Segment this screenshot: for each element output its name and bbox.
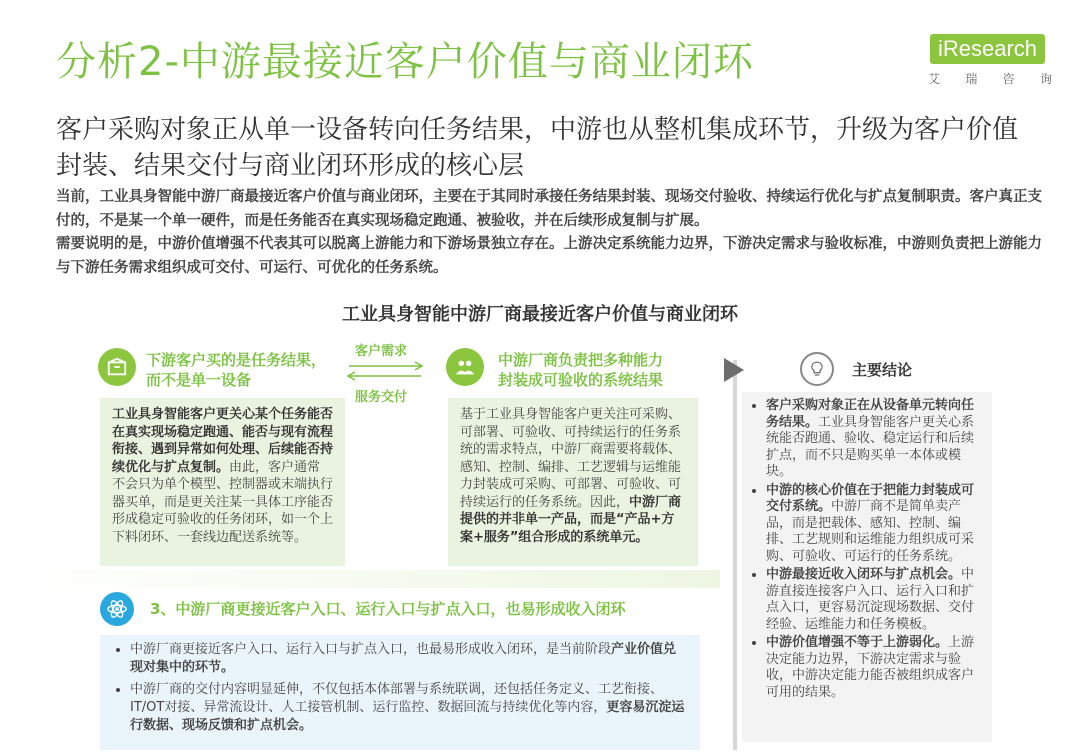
section3-heading: 3、中游厂商更接近客户入口、运行入口与扩点入口，也易形成收入闭环 [150,600,626,618]
left-heading [146,350,326,390]
intro-text [56,186,1046,280]
logo-wordmark [930,34,1045,64]
left-heading-line: 而不是单一设备 [146,371,252,389]
section-divider [0,570,720,588]
lightbulb-icon [800,352,834,386]
left-heading-line: 下游客户买的是任务结果， [146,351,327,369]
list-item [766,483,982,566]
list-item-text: 中游直接连接客户入口、运行入口和扩点入口，更容易沉淀现场数据、交付经验、运维能力和任务模板。 [766,567,975,632]
list-item-bold: 中游价值增强不等于上游弱化。 [766,635,949,650]
middle-panel-text: 基于工业具身智能客户更关注可采购、可部署、可验收、可持续运行的任务系统的需求特点，中游厂商需要将载体、感知、控制、编排、工艺逻辑与运维能力封装成可采购、可部署、可验收、可持续运行的任务系统。因此， [460,407,682,510]
list-item-text: 上游决定能力边界，下游决定需求与验收，中游决定能力能否被组织成客户可用的结果。 [766,635,975,700]
intro-paragraph: 当前，工业具身智能中游厂商最接近客户价值与商业闭环，主要在于其同时承接任务结果封装、现场交付验收、持续运行优化与扩点复制职责。客户真正支付的，不是某一个单一硬件，而是任务能否在真实现场稳定跑通、被验收，并在后续形成复制与扩展。 [56,189,1042,229]
logo-sub-char: 艾 [928,72,941,86]
arrow-label-delivery: 服务交付 [355,390,408,405]
arrow-label-demand: 客户需求 [355,344,408,359]
list-item-bold: 中游的核心价值在于把能力封装成可交付系统。 [766,482,975,514]
list-item-text: 中游厂商不是简单卖产品，而是把载体、感知、控制、编排、工艺规则和运维能力组织成可采购、可验收、可运行的任务系统。 [766,499,975,564]
vertical-divider [733,360,737,750]
intro-paragraph: 需要说明的是，中游价值增强不代表其可以脱离上游能力和下游场景独立存在。上游决定系统能力边界，下游决定需求与验收标准，中游则负责把上游能力与下游任务需求组织成可交付、可运行、可优化的任务系统。 [56,236,1042,276]
list-item-bold: 中游最接近收入闭环与扩点机会。 [766,567,962,582]
list-item [766,635,982,701]
middle-heading-line: 中游厂商负责把多种能力 [498,351,664,369]
middle-heading [498,350,663,390]
list-item-bold: 产业价值兑现对集中的环节。 [130,642,677,675]
list-item-text: 工业具身智能客户更关心系统能否跑通、验收、稳定运行和后续扩点，而不只是购买单一本体或模块。 [766,414,975,479]
middle-panel-bold: 中游厂商提供的并非单一产品，而是“产品+方案+服务”组合形成的系统单元。 [460,494,682,545]
arrow-right-icon [722,356,746,384]
logo-i: i [938,36,943,61]
chart-title: 工业具身智能中游厂商最接近客户价值与商业闭环 [342,304,738,325]
middle-panel [448,398,698,566]
conclusions-title: 主要结论 [852,361,913,379]
list-item [766,398,982,481]
list-item [130,641,688,677]
logo-sub-char: 咨 [1002,72,1015,86]
team-icon [446,348,484,386]
logo-sub-char: 询 [1039,72,1052,86]
iresearch-logo [922,28,1052,92]
section3-panel [100,635,700,750]
section3-list [112,641,688,735]
list-item [130,681,688,735]
page-title: 分析2-中游最接近客户价值与商业闭环 [56,39,754,85]
middle-heading-line: 封装成可验收的系统结果 [498,371,664,389]
left-panel [100,398,345,566]
page-subtitle: 客户采购对象正从单一设备转向任务结果，中游也从整机集成环节，升级为客户价值封装、结果交付与商业闭环形成的核心层 [56,115,1019,181]
left-panel-text: 由此，客户通常不会只为单个模型、控制器或末端执行器买单，而是更关注某一具体工序能否形成稳定可验收的任务闭环，如一个上下料闭环、一套线边配送系统等。 [112,459,334,545]
logo-subtitle [928,70,1052,87]
box-icon [98,348,136,386]
list-item-text: 中游厂商更接近客户入口、运行入口与扩点入口，也最易形成收入闭环，是当前阶段 [130,642,612,657]
list-item-bold: 客户采购对象正在从设备单元转向任务结果。 [766,398,975,430]
conclusions-panel [742,392,992,742]
list-item [766,567,982,633]
logo-research: Research [942,36,1038,61]
atom-icon [100,592,134,626]
list-item-bold: 更容易沉淀运行数据、现场反馈和扩点机会。 [130,700,685,733]
bidirectional-arrow-icon [345,357,425,385]
list-item-text: 中游厂商的交付内容明显延伸，不仅包括本体部署与系统联调，还包括任务定义、工艺衔接、IT/OT对接、异常流设计、人工接管机制、运行监控、数据回流与持续优化等内容， [130,682,664,715]
conclusions-list [748,398,982,701]
left-panel-bold: 工业具身智能客户更关心某个任务能否在真实现场稳定跑通、能否与现有流程衔接、遇到异常如何处理、后续能否持续优化与扩点复制。 [112,407,334,475]
logo-sub-char: 瑞 [965,72,978,86]
